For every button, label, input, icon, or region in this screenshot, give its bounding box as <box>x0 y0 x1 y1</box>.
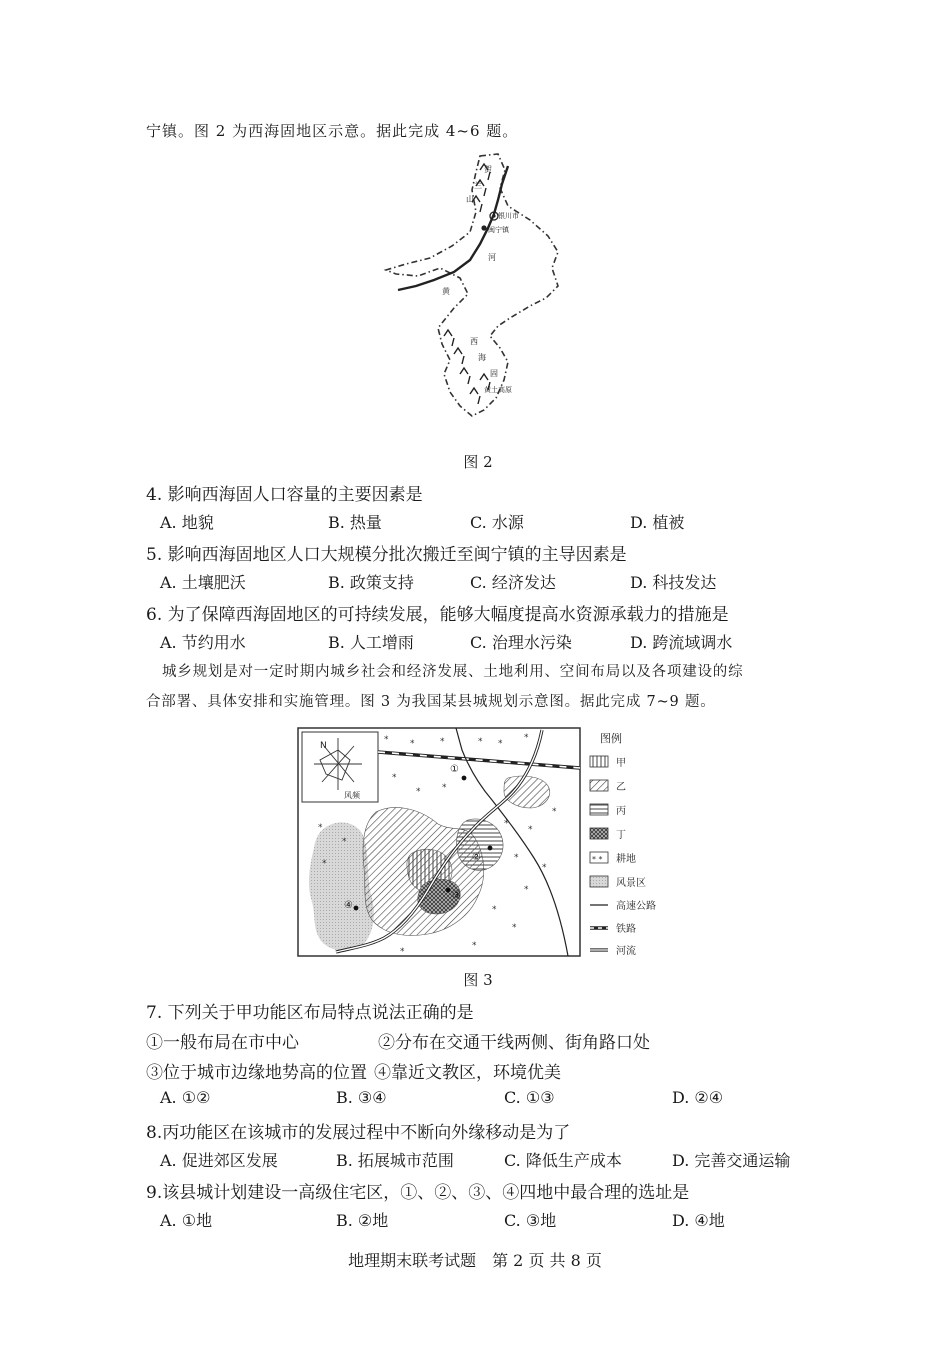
question-7-statement-1: ①一般布局在市中心 <box>146 1033 299 1053</box>
question-4-stem: 4. 影响西海固人口容量的主要因素是 <box>146 485 423 505</box>
svg-text:*: * <box>392 773 397 783</box>
figure-3-caption: 图 3 <box>463 971 493 989</box>
svg-text:*: * <box>442 783 447 793</box>
point-2: ② <box>472 852 481 863</box>
label-he: 贺 <box>484 165 492 174</box>
svg-text:*: * <box>322 859 327 869</box>
option-d: D. ②④ <box>672 1088 724 1107</box>
legend-farmland: 耕地 <box>616 854 636 865</box>
legend-bing: 丙 <box>616 806 626 817</box>
option-c: C. 降低生产成本 <box>504 1151 622 1170</box>
option-a: A. 促进郊区发展 <box>160 1151 278 1170</box>
wind-rose-label: 风频 <box>344 791 360 800</box>
svg-text:*: * <box>410 739 415 749</box>
svg-text:*: * <box>318 823 323 833</box>
page-footer: 地理期末联考试题 第 2 页 共 8 页 <box>348 1251 602 1270</box>
svg-text:*: * <box>384 735 389 745</box>
label-loess: 黄土高原 <box>484 386 512 394</box>
label-xi: 西 <box>470 337 478 346</box>
legend-railway: 铁路 <box>616 924 636 935</box>
label-gu: 固 <box>490 369 498 378</box>
north-label: N <box>320 741 327 751</box>
label-hai: 海 <box>478 353 486 362</box>
option-a: A. ①地 <box>160 1211 213 1230</box>
option-a: A. 地貌 <box>160 513 214 532</box>
option-d: D. 完善交通运输 <box>672 1151 791 1170</box>
point-3: ③ <box>452 890 461 901</box>
compass-box <box>302 732 378 802</box>
option-b: B. ③④ <box>336 1088 387 1107</box>
option-c: C. 经济发达 <box>470 573 556 592</box>
option-c: C. ③地 <box>504 1211 557 1230</box>
svg-text:*: * <box>498 739 503 749</box>
option-a: A. 节约用水 <box>160 633 246 652</box>
label-he-river: 河 <box>488 253 496 262</box>
question-7-statement-4: ④靠近文教区，环境优美 <box>374 1063 561 1083</box>
question-9-stem: 9.该县城计划建设一高级住宅区，①、②、③、④四地中最合理的选址是 <box>146 1183 690 1203</box>
question-5-stem: 5. 影响西海固地区人口大规模分批次搬迁至闽宁镇的主导因素是 <box>146 545 627 565</box>
svg-text:*: * <box>416 787 421 797</box>
svg-text:*: * <box>440 737 445 747</box>
svg-text:*: * <box>528 825 533 835</box>
question-7-stem: 7. 下列关于甲功能区布局特点说法正确的是 <box>146 1003 474 1023</box>
option-b: B. 热量 <box>328 513 382 532</box>
label-shan: 山 <box>466 195 474 204</box>
option-b: B. 人工增雨 <box>328 633 414 652</box>
option-d: D. 跨流域调水 <box>630 633 733 652</box>
option-a: A. ①② <box>160 1088 211 1107</box>
question-7-statement-2: ②分布在交通干线两侧、街角路口处 <box>378 1033 650 1053</box>
svg-text:*: * <box>342 837 347 847</box>
option-c: C. 水源 <box>470 513 524 532</box>
label-yinchuan: 银川市 <box>498 212 519 220</box>
option-d: D. ④地 <box>672 1211 725 1230</box>
option-a: A. 土壤肥沃 <box>160 573 246 592</box>
passage-line-1: 城乡规划是对一定时期内城乡社会和经济发展、土地利用、空间布局以及各项建设的综 <box>162 664 744 680</box>
legend <box>590 731 656 957</box>
intro-line: 宁镇。图 2 为西海固地区示意。据此完成 4~6 题。 <box>146 122 519 140</box>
svg-text:*: * <box>514 853 519 863</box>
svg-text:* *: * * <box>592 855 603 864</box>
legend-highway: 高速公路 <box>616 901 656 912</box>
option-c: C. ①③ <box>504 1088 555 1107</box>
svg-text:*: * <box>400 947 405 957</box>
point-4: ④ <box>344 900 353 911</box>
svg-text:*: * <box>552 807 557 817</box>
svg-text:*: * <box>478 737 483 747</box>
svg-text:*: * <box>492 905 497 915</box>
region-boundary <box>386 154 558 416</box>
legend-scenic: 风景区 <box>616 878 646 889</box>
minning-marker <box>481 225 486 230</box>
figure-3-map <box>292 720 682 965</box>
label-lan: 兰 <box>474 181 482 190</box>
option-c: C. 治理水污染 <box>470 633 572 652</box>
option-d: D. 植被 <box>630 513 685 532</box>
label-minning: 闽宁镇 <box>488 226 509 234</box>
question-8-stem: 8.丙功能区在该城市的发展过程中不断向外缘移动是为了 <box>146 1123 571 1143</box>
passage-line-2: 合部署、具体安排和实施管理。图 3 为我国某县城规划示意图。据此完成 7~9 题。 <box>146 694 716 710</box>
label-huang: 黄 <box>442 287 450 296</box>
legend-yi: 乙 <box>616 782 626 793</box>
svg-text:*: * <box>512 923 517 933</box>
legend-title: 图例 <box>600 732 622 745</box>
figure-2-map <box>380 148 580 433</box>
figure-2-caption: 图 2 <box>463 453 493 471</box>
point-1: ① <box>450 764 459 775</box>
option-b: B. ②地 <box>336 1211 389 1230</box>
option-b: B. 政策支持 <box>328 573 414 592</box>
svg-text:*: * <box>524 885 529 895</box>
option-b: B. 拓展城市范围 <box>336 1151 454 1170</box>
question-7-statement-3: ③位于城市边缘地势高的位置 <box>146 1063 367 1083</box>
svg-text:*: * <box>524 733 529 743</box>
question-6-stem: 6. 为了保障西海固地区的可持续发展，能够大幅度提高水资源承载力的措施是 <box>146 605 729 625</box>
legend-jia: 甲 <box>616 758 626 769</box>
option-d: D. 科技发达 <box>630 573 717 592</box>
svg-text:*: * <box>504 819 509 829</box>
svg-text:*: * <box>542 863 547 873</box>
svg-text:*: * <box>472 941 477 951</box>
legend-river: 河流 <box>616 946 636 957</box>
legend-ding: 丁 <box>616 830 626 841</box>
